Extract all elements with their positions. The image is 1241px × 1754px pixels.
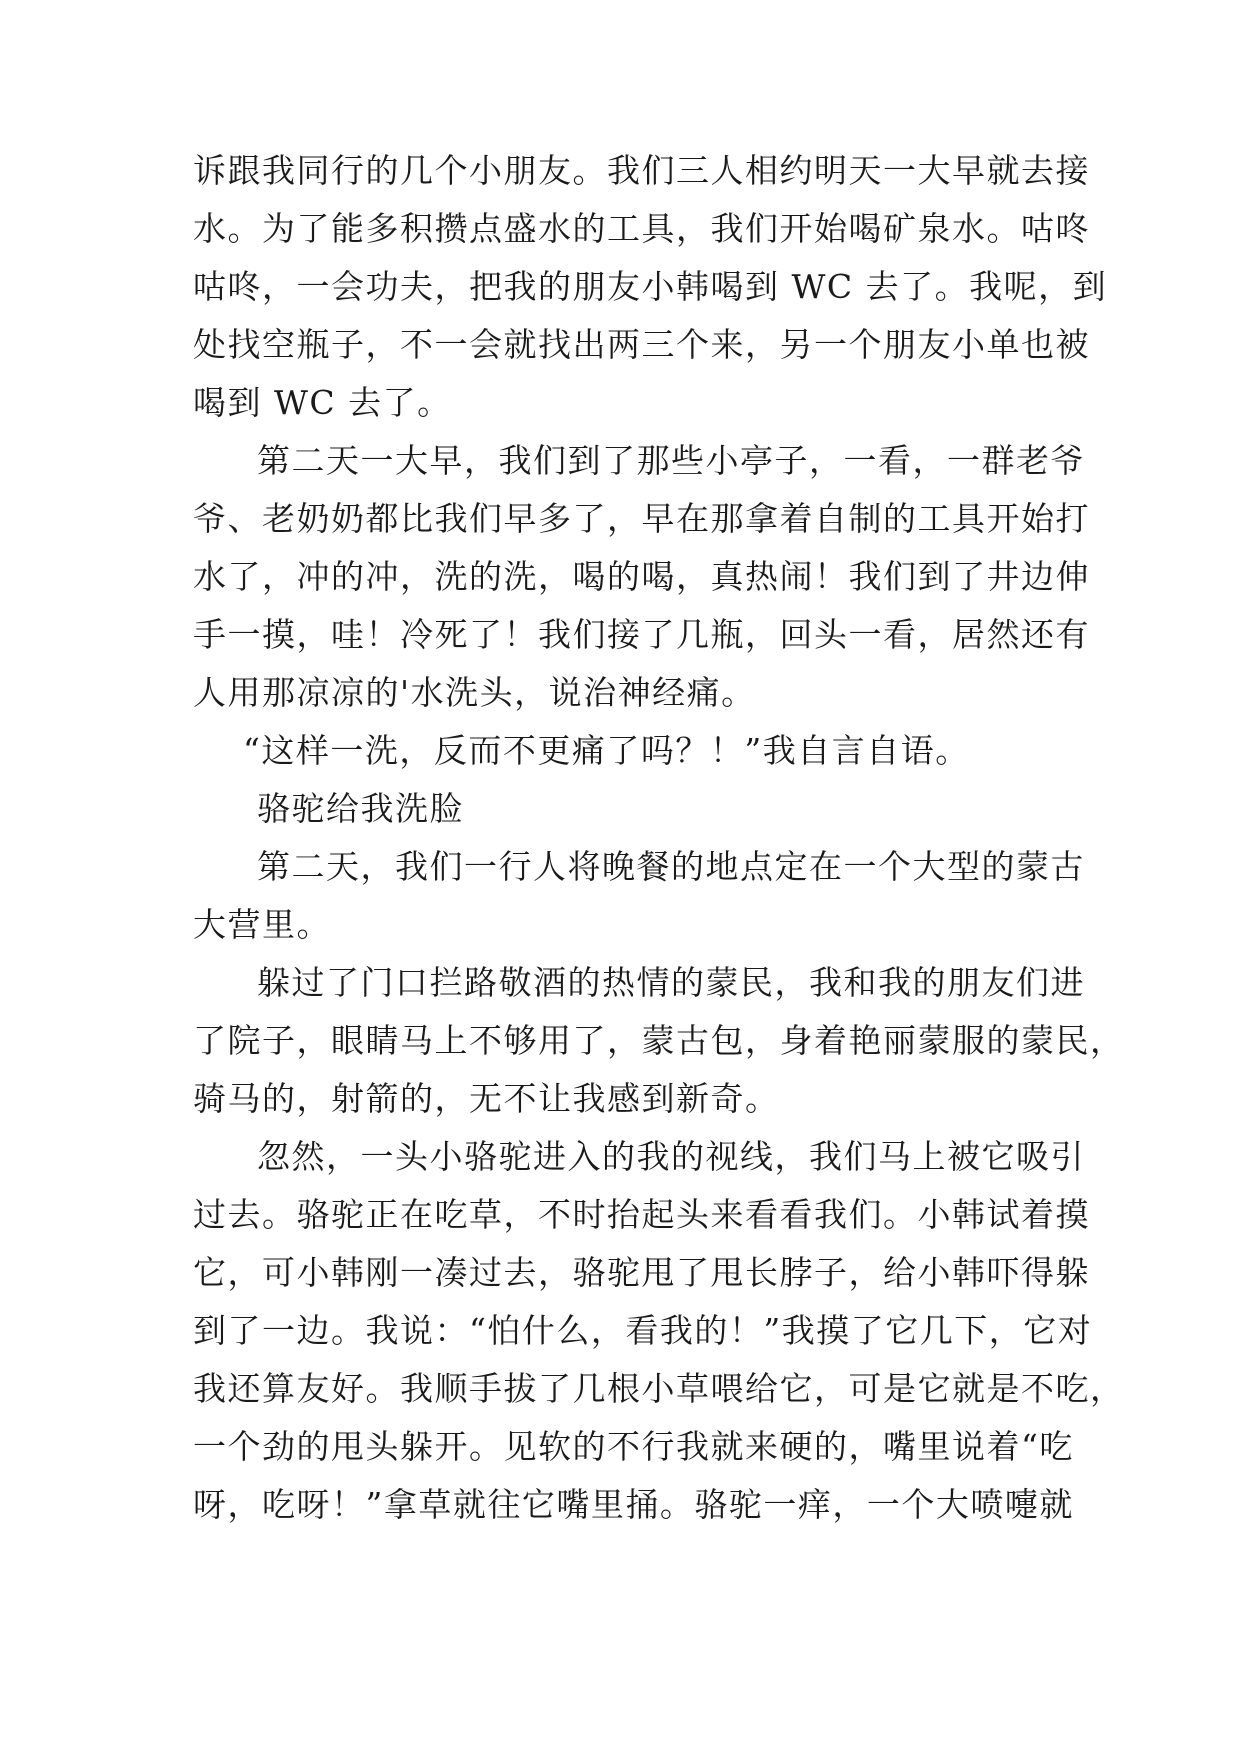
- text-line: 咕咚，一会功夫，把我的朋友小韩喝到 WC 去了。我呢，到: [193, 267, 1108, 306]
- text-line: 水了，冲的冲，洗的洗，喝的喝，真热闹！我们到了井边伸: [193, 557, 1090, 596]
- paragraph-start-line: 忽然，一头小骆驼进入的我的视线，我们马上被它吸引: [257, 1137, 1085, 1176]
- text-line: 诉跟我同行的几个小朋友。我们三人相约明天一大早就去接: [193, 151, 1090, 190]
- paragraph-start-line: 第二天，我们一行人将晚餐的地点定在一个大型的蒙古: [257, 847, 1085, 886]
- text-line: 它，可小韩刚一凑过去，骆驼甩了甩长脖子，给小韩吓得躲: [193, 1253, 1090, 1292]
- text-line: 一个劲的甩头躲开。见软的不行我就来硬的，嘴里说着“吃: [193, 1427, 1074, 1466]
- text-line: 处找空瓶子，不一会就找出两三个来，另一个朋友小单也被: [193, 325, 1090, 364]
- text-line: 喝到 WC 去了。: [193, 383, 452, 422]
- text-line: 呀，吃呀！”拿草就往它嘴里捅。骆驼一痒，一个大喷嚏就: [193, 1485, 1074, 1524]
- text-line: 我还算友好。我顺手拔了几根小草喂给它，可是它就是不吃，: [193, 1369, 1125, 1408]
- text-line: 手一摸，哇！冷死了！我们接了几瓶，回头一看，居然还有: [193, 615, 1090, 654]
- text-line: 到了一边。我说：“怕什么，看我的！”我摸了它几下，它对: [193, 1311, 1093, 1350]
- paragraph-start-line: 躲过了门口拦路敬酒的热情的蒙民，我和我的朋友们进: [257, 963, 1085, 1002]
- text-line: 了院子，眼睛马上不够用了，蒙古包，身着艳丽蒙服的蒙民，: [193, 1021, 1125, 1060]
- quote-line: “这样一洗，反而不更痛了吗？！”我自言自语。: [243, 731, 970, 770]
- text-line: 人用那凉凉的'水洗头，说治神经痛。: [193, 673, 756, 712]
- text-line: 骑马的，射箭的，无不让我感到新奇。: [193, 1079, 780, 1118]
- section-heading: 骆驼给我洗脸: [257, 789, 464, 828]
- text-line: 大营里。: [193, 905, 331, 944]
- text-line: 水。为了能多积攒点盛水的工具，我们开始喝矿泉水。咕咚: [193, 209, 1090, 248]
- paragraph-start-line: 第二天一大早，我们到了那些小亭子，一看，一群老爷: [257, 441, 1085, 480]
- text-line: 爷、老奶奶都比我们早多了，早在那拿着自制的工具开始打: [193, 499, 1090, 538]
- text-line: 过去。骆驼正在吃草，不时抬起头来看看我们。小韩试着摸: [193, 1195, 1090, 1234]
